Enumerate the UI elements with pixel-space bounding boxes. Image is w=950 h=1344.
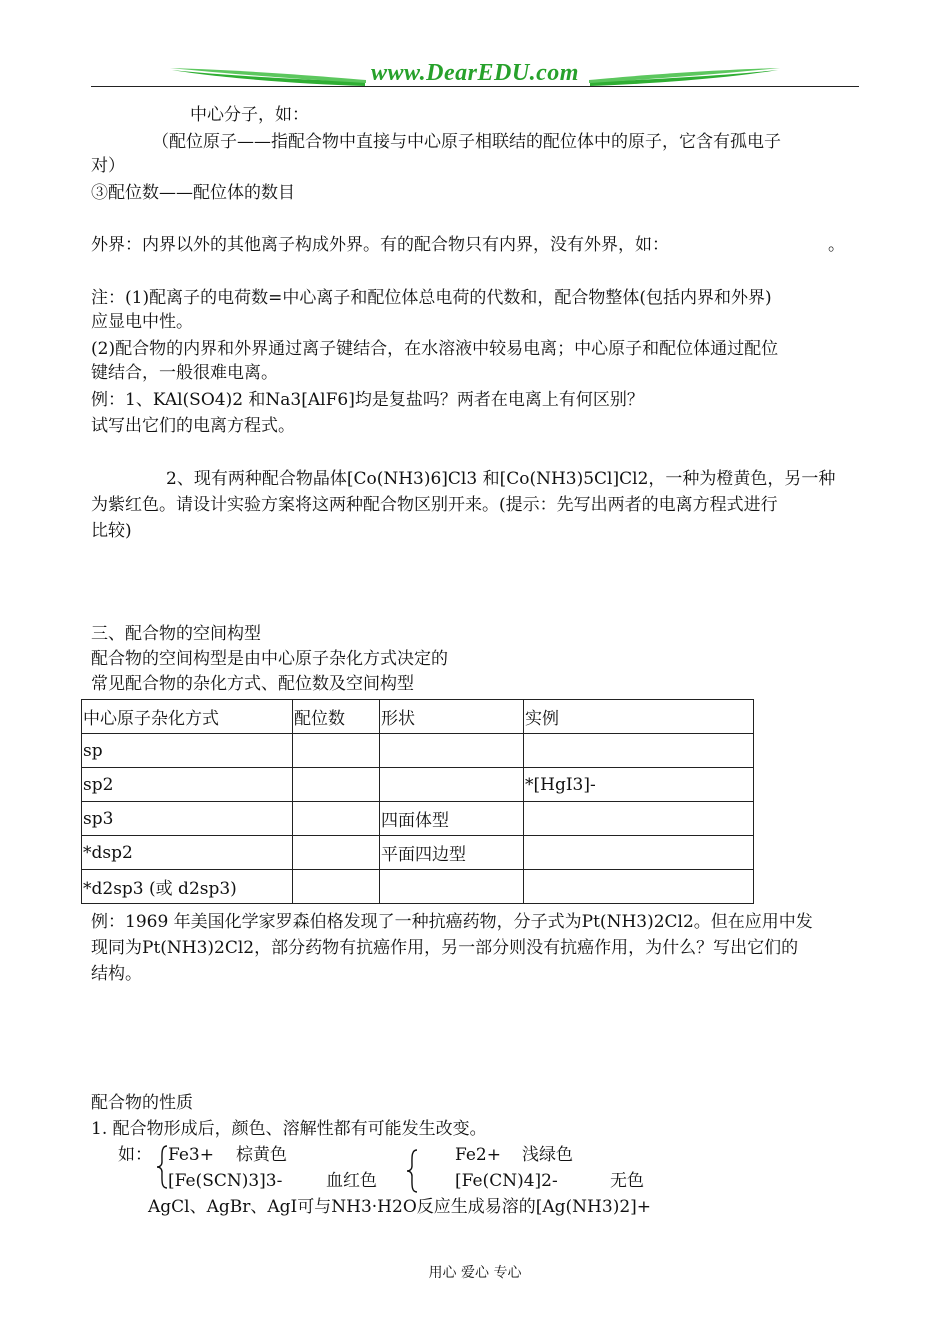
table-cell [380,768,524,802]
site-name[interactable]: www.DearEDU.com [371,60,579,86]
example-line: 比较) [91,521,132,541]
table-cell [380,870,524,904]
header-divider [91,86,859,87]
color-fe3: 棕黄色 [236,1145,287,1165]
text-line: 1. 配合物形成后，颜色、溶解性都有可能发生改变。 [91,1119,487,1139]
example-line: 现同为Pt(NH3)2Cl2，部分药物有抗癌作用，另一部分则没有抗癌作用，为什么？写出它们的 [91,938,799,958]
table-header-row [82,700,754,734]
table-cell [293,734,380,768]
text-line: 配合物的空间构型是由中心原子杂化方式决定的 [91,649,448,669]
text-line: 中心分子，如： [190,105,309,125]
table-cell [524,802,754,836]
table-row [82,768,754,802]
text-period: 。 [828,235,845,255]
color-fe2: 浅绿色 [522,1145,573,1165]
table-cell [293,768,380,802]
table-cell: *d2sp3 (或 d2sp3) [82,870,293,904]
text-ru: 如： [118,1145,152,1165]
table-cell: *[HgI3]- [524,768,754,802]
table-cell [380,734,524,768]
table-cell [293,802,380,836]
ion-fe2: Fe2+ [455,1145,501,1165]
text-line: 外界：内界以外的其他离子构成外界。有的配合物只有内界，没有外界，如： [91,235,669,255]
table-row [82,836,754,870]
complex-fecn: [Fe(CN)4]2- [455,1171,558,1191]
note-line: 注：(1)配离子的电荷数=中心离子和配位体总电荷的代数和，配合物整体(包括内界和外界) [91,288,772,308]
table-row [82,802,754,836]
table-header-cell: 配位数 [293,700,380,734]
text-line: （配位原子——指配合物中直接与中心原子相联结的配位体中的原子，它含有孤电子 [152,132,781,152]
table-cell [524,836,754,870]
note-line: 应显电中性。 [91,312,193,332]
example-line: 例：1969 年美国化学家罗森伯格发现了一种抗癌药物，分子式为Pt(NH3)2Cl2。但在应用中发 [91,912,813,932]
table-cell: sp2 [82,768,293,802]
hybridization-table [81,699,754,904]
table-header-cell: 中心原子杂化方式 [82,700,293,734]
color-fecn: 无色 [610,1171,644,1191]
note-line: 键结合，一般很难电离。 [91,363,278,383]
note-line: (2)配合物的内界和外界通过离子键结合，在水溶液中较易电离；中心原子和配位体通过配位 [91,339,779,359]
table-caption: 常见配合物的杂化方式、配位数及空间构型 [91,674,414,694]
text-line: AgCl、AgBr、AgI可与NH3·H2O反应生成易溶的[Ag(NH3)2]+ [148,1197,652,1217]
table-cell: 四面体型 [380,802,524,836]
table-cell: *dsp2 [82,836,293,870]
table-cell: 平面四边型 [380,836,524,870]
text-line: ③配位数——配位体的数目 [91,183,295,203]
table-header-cell: 形状 [380,700,524,734]
example-line: 试写出它们的电离方程式。 [91,416,295,436]
text-line: 对） [91,156,125,176]
left-brace-icon [155,1144,169,1190]
section-title: 三、配合物的空间构型 [91,624,261,644]
table-cell [293,870,380,904]
color-fescn: 血红色 [326,1171,377,1191]
example-line: 2、现有两种配合物晶体[Co(NH3)6]Cl3 和[Co(NH3)5Cl]Cl2，一种为橙黄色，另一种 [166,469,836,489]
example-line: 例：1、KAl(SO4)2 和Na3[AlF6]均是复盐吗？两者在电离上有何区别？ [91,390,644,410]
left-brace-icon [405,1148,419,1194]
table-cell [293,836,380,870]
table-header-cell: 实例 [524,700,754,734]
table-row [82,734,754,768]
table-cell [524,734,754,768]
example-line: 结构。 [91,964,142,984]
page-footer: 用心 爱心 专心 [428,1265,522,1281]
section-title: 配合物的性质 [91,1093,193,1113]
complex-fescn: [Fe(SCN)3]3- [168,1171,283,1191]
example-line: 为紫红色。请设计实验方案将这两种配合物区别开来。(提示：先写出两者的电离方程式进行 [91,495,778,515]
table-cell: sp [82,734,293,768]
table-cell [524,870,754,904]
table-row [82,870,754,904]
ion-fe3: Fe3+ [168,1145,214,1165]
table-cell: sp3 [82,802,293,836]
